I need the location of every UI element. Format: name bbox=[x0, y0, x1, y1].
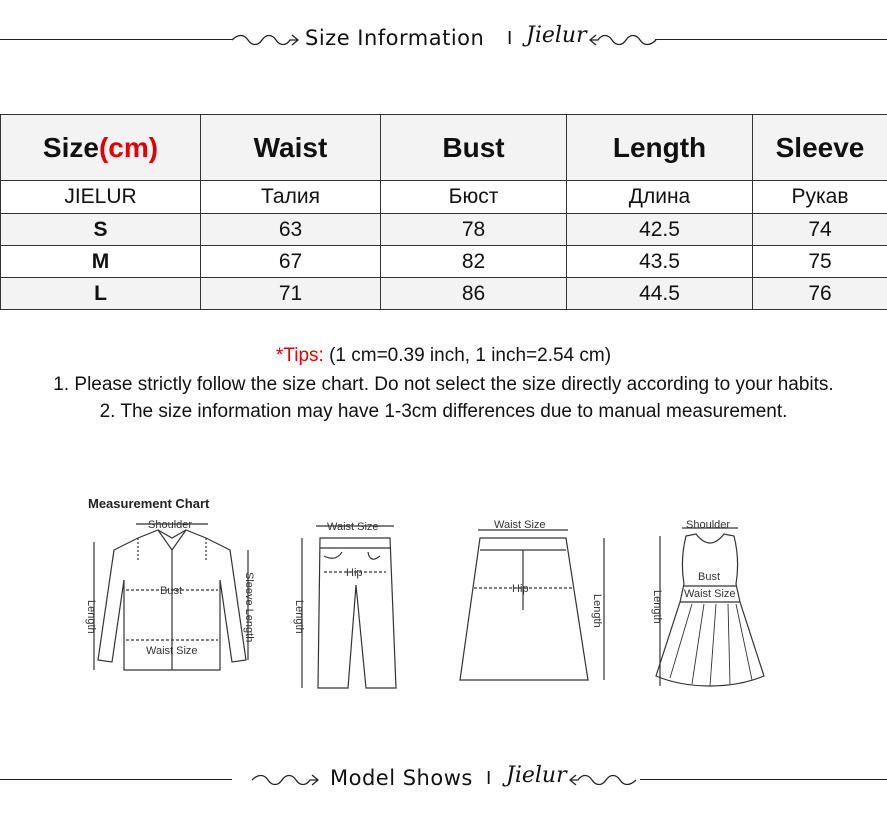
swirl-arrow-right-icon bbox=[588, 29, 658, 51]
table-row bbox=[1, 246, 887, 278]
shirt-waist-label: Waist Size bbox=[146, 645, 198, 657]
skirt-waist-label: Waist Size bbox=[494, 519, 546, 531]
header-sleeve: Sleeve bbox=[753, 115, 887, 181]
shirt-bust-label: Bust bbox=[160, 585, 183, 597]
cell-length: 42.5 bbox=[567, 214, 753, 246]
cell-length: 44.5 bbox=[567, 278, 753, 310]
dress-length-label: Length bbox=[651, 590, 663, 624]
measurement-chart bbox=[80, 490, 840, 710]
brand-logo: Jielur bbox=[506, 763, 567, 788]
dress-waist-label: Waist Size bbox=[684, 588, 736, 600]
pants-length-label: Length bbox=[293, 600, 305, 634]
cell-waist: 67 bbox=[201, 246, 381, 278]
cell-bust: 86 bbox=[381, 278, 567, 310]
banner-line-right bbox=[655, 39, 887, 40]
cell-size: L bbox=[1, 278, 201, 310]
dress-shoulder-label: Shoulder bbox=[686, 519, 731, 531]
brand-logo: Jielur bbox=[526, 23, 587, 48]
size-information-banner bbox=[0, 20, 887, 60]
shirt-shoulder-label: Shoulder bbox=[148, 519, 193, 531]
header-size: Size(cm) bbox=[1, 115, 201, 181]
measurement-chart-svg bbox=[80, 490, 840, 710]
header-bust: Bust bbox=[381, 115, 567, 181]
banner-line-right bbox=[640, 779, 887, 780]
table-row bbox=[1, 214, 887, 246]
cell-sleeve: 74 bbox=[753, 214, 887, 246]
cell-length: 43.5 bbox=[567, 246, 753, 278]
swirl-arrow-left-icon bbox=[230, 29, 300, 51]
subheader-length: Длина bbox=[567, 181, 753, 214]
swirl-arrow-right-icon bbox=[568, 769, 638, 791]
cell-sleeve: 75 bbox=[753, 246, 887, 278]
measurement-chart-title: Measurement Chart bbox=[88, 496, 210, 511]
subheader-waist: Талия bbox=[201, 181, 381, 214]
subheader-size: JIELUR bbox=[1, 181, 201, 214]
banner-title: Model Shows bbox=[330, 766, 473, 790]
banner-line-left bbox=[0, 39, 232, 40]
tips-line-2: 2. The size information may have 1-3cm differences due to manual measurement. bbox=[99, 401, 788, 422]
subheader-bust: Бюст bbox=[381, 181, 567, 214]
shirt-sleeve-label: Sleeve Length bbox=[243, 572, 255, 643]
banner-title: Size Information bbox=[305, 26, 485, 50]
swirl-arrow-left-icon bbox=[250, 769, 320, 791]
skirt-hip-label: Hip bbox=[512, 583, 529, 595]
size-table bbox=[0, 114, 887, 310]
banner-separator: I bbox=[507, 28, 513, 49]
pants-diagram bbox=[302, 526, 396, 688]
table-row bbox=[1, 278, 887, 310]
tips-label: *Tips: bbox=[275, 345, 324, 366]
table-header-row bbox=[1, 115, 887, 181]
cell-size: S bbox=[1, 214, 201, 246]
cell-waist: 71 bbox=[201, 278, 381, 310]
banner-line-left bbox=[0, 779, 232, 780]
tips-conversion-text: (1 cm=0.39 inch, 1 inch=2.54 cm) bbox=[323, 345, 612, 366]
pants-waist-label: Waist Size bbox=[327, 521, 379, 533]
cell-bust: 82 bbox=[381, 246, 567, 278]
skirt-length-label: Length bbox=[591, 594, 603, 628]
cell-size: M bbox=[1, 246, 201, 278]
dress-bust-label: Bust bbox=[698, 571, 721, 583]
pants-hip-label: Hip bbox=[346, 567, 363, 579]
table-subheader-row bbox=[1, 181, 887, 214]
cell-waist: 63 bbox=[201, 214, 381, 246]
banner-separator: I bbox=[486, 768, 492, 789]
shirt-length-label: Length bbox=[85, 600, 97, 634]
tips-line-1: 1. Please strictly follow the size chart. Do not select the size directly according to your habits. bbox=[53, 374, 834, 395]
header-length: Length bbox=[567, 115, 753, 181]
skirt-diagram bbox=[460, 530, 604, 680]
header-unit: (cm) bbox=[98, 131, 159, 163]
header-waist: Waist bbox=[201, 115, 381, 181]
dress-diagram bbox=[656, 528, 764, 686]
tips-conversion bbox=[0, 345, 887, 367]
model-shows-banner bbox=[0, 760, 887, 800]
subheader-sleeve: Рукав bbox=[753, 181, 887, 214]
cell-bust: 78 bbox=[381, 214, 567, 246]
cell-sleeve: 76 bbox=[753, 278, 887, 310]
